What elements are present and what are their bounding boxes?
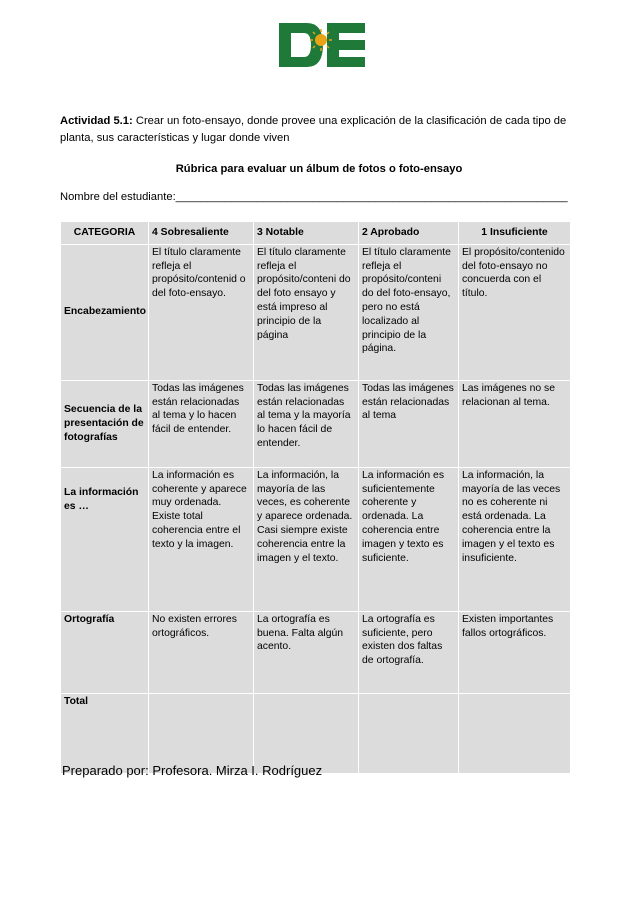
student-name-line [60, 191, 568, 203]
activity-description [60, 113, 585, 147]
table-row [61, 380, 571, 467]
table-cell: Todas las imágenes están relacionadas al tema [359, 380, 459, 467]
table-cell: La información, la mayoría de las veces no es coherente ni está ordenada. La coherencia entre la imagen y el texto es insuficiente. [459, 467, 571, 611]
header-level-2: 2 Aprobado [359, 222, 459, 245]
table-cell: No existen errores ortográficos. [149, 611, 254, 693]
header-level-1: 1 Insuficiente [459, 222, 571, 245]
table-cell: El título claramente refleja el propósito/contenid o del foto-ensayo. [149, 244, 254, 380]
table-cell: La información es suficientemente coherente y ordenada. La coherencia entre imagen y texto es suficiente. [359, 467, 459, 611]
table-cell: Existen importantes fallos ortográficos. [459, 611, 571, 693]
student-label: Nombre del estudiante: [60, 191, 176, 203]
table-cell: Todas las imágenes están relacionadas al tema y la mayoría lo hacen fácil de entender. [254, 380, 359, 467]
table-cell [254, 693, 359, 773]
student-blank: _______________________________________________________________ [175, 191, 568, 203]
header-row [61, 222, 571, 245]
table-cell: Todas las imágenes están relacionadas al tema y lo hacen fácil de entender. [149, 380, 254, 467]
table-row [61, 467, 571, 611]
activity-text: Crear un foto-ensayo, donde provee una explicación de la clasificación de cada tipo de planta, sus características y lugar donde viven [60, 115, 567, 144]
rubric-table [60, 221, 571, 774]
table-cell: Las imágenes no se relacionan al tema. [459, 380, 571, 467]
logo [273, 18, 369, 72]
table-row [61, 244, 571, 380]
table-cell: La información, la mayoría de las veces, es coherente y aparece ordenada. Casi siempre existe coherencia entre la imagen y el texto. [254, 467, 359, 611]
table-cell: El título claramente refleja el propósito/conteni do del foto-ensayo, pero no está localizado al principio de la página. [359, 244, 459, 380]
table-cell [149, 693, 254, 773]
row-category: Secuencia de la presentación de fotografías [61, 380, 149, 467]
table-cell [459, 693, 571, 773]
header-level-3: 3 Notable [254, 222, 359, 245]
header-category: CATEGORIA [61, 222, 149, 245]
table-row [61, 693, 571, 773]
table-cell: La información es coherente y aparece muy ordenada. Existe total coherencia entre el texto y la imagen. [149, 467, 254, 611]
table-cell: El título claramente refleja el propósito/conteni do del foto ensayo y está impreso al principio de la página [254, 244, 359, 380]
activity-label: Actividad 5.1: [60, 115, 133, 127]
prepared-by: Preparado por: Profesora. Mirza I. Rodríguez [62, 763, 323, 778]
table-cell: El propósito/contenido del foto-ensayo no concuerda con el título. [459, 244, 571, 380]
table-cell: La ortografía es suficiente, pero existen dos faltas de ortografía. [359, 611, 459, 693]
rubric-title: Rúbrica para evaluar un álbum de fotos o foto-ensayo [175, 163, 463, 175]
row-category: Encabezamiento [61, 244, 149, 380]
row-category: La información es … [61, 467, 149, 611]
row-category: Ortografía [61, 611, 149, 693]
table-cell [359, 693, 459, 773]
table-cell: La ortografía es buena. Falta algún acento. [254, 611, 359, 693]
header-level-4: 4 Sobresaliente [149, 222, 254, 245]
row-category: Total [61, 693, 149, 773]
table-row [61, 611, 571, 693]
